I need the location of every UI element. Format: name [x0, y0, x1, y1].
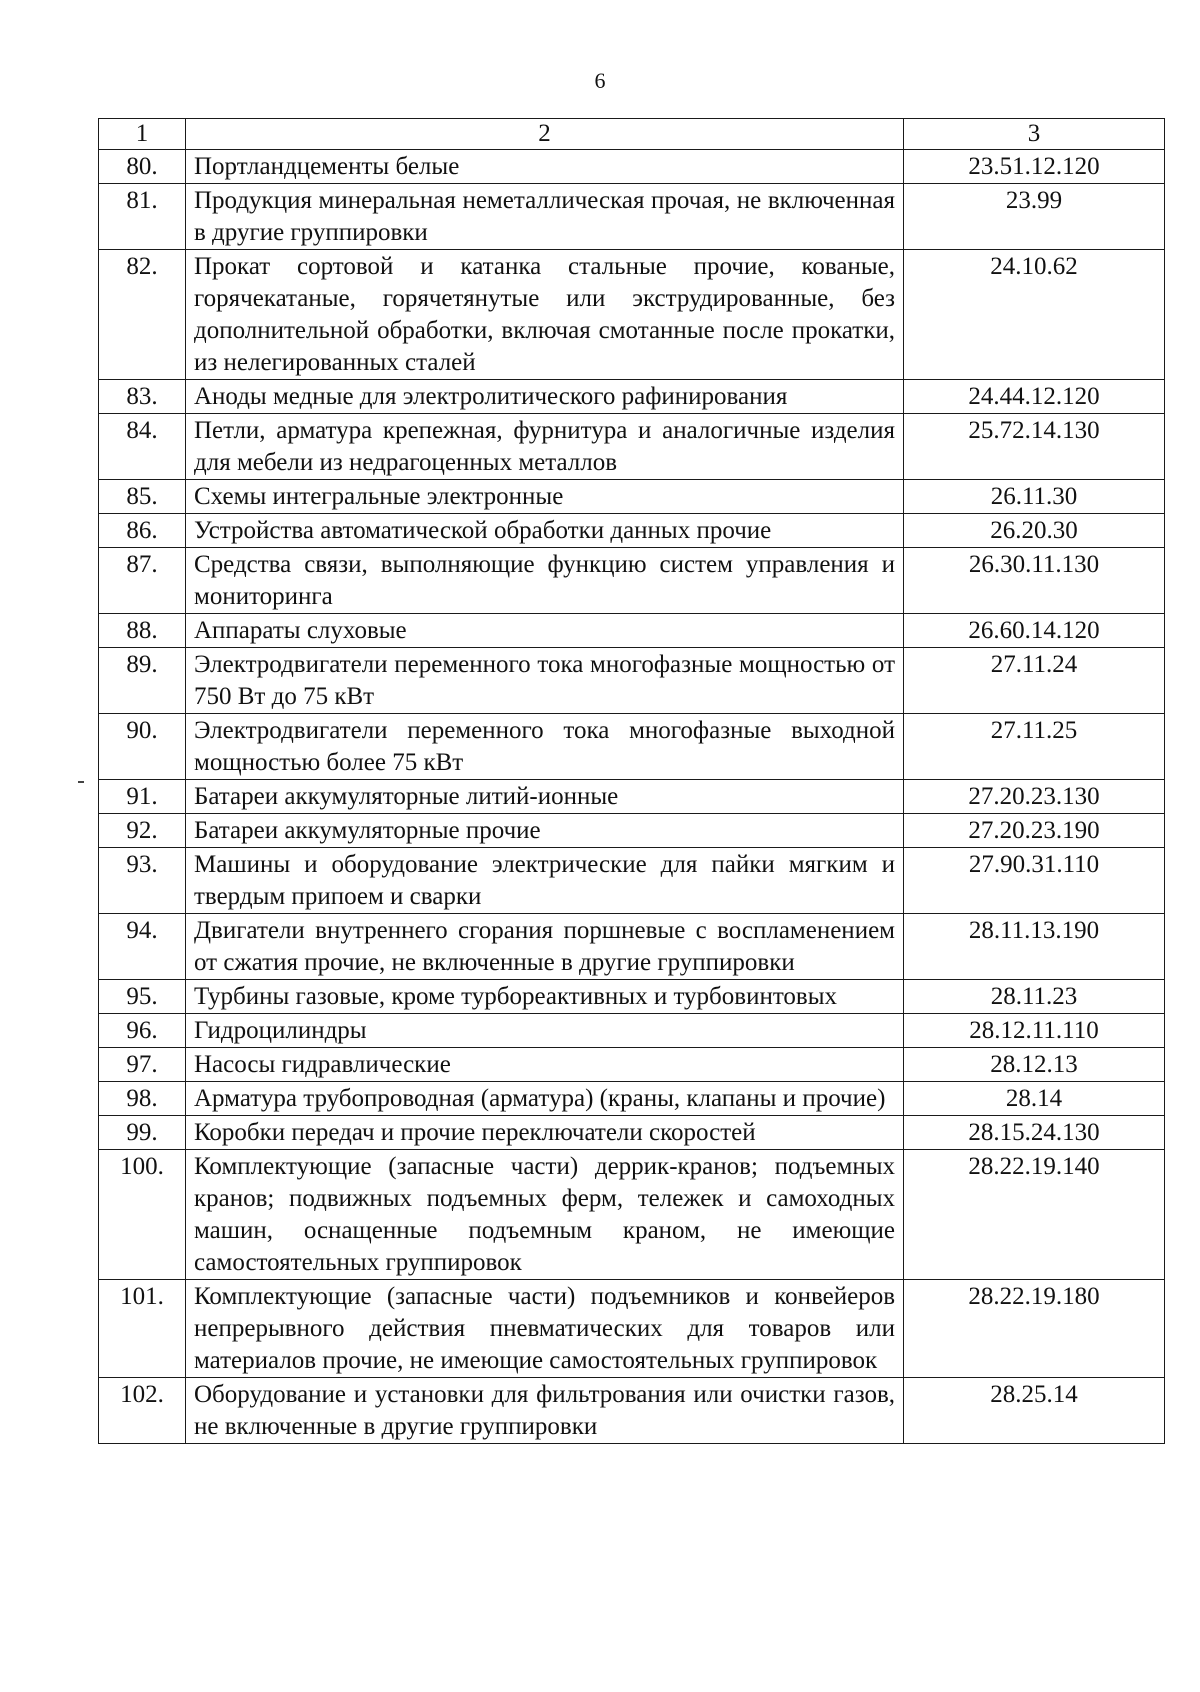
product-name: Схемы интегральные электронные	[186, 480, 904, 514]
okpd-code: 24.10.62	[904, 250, 1165, 380]
table-row	[99, 1378, 1165, 1444]
products-table	[98, 118, 1165, 1444]
table-row	[99, 184, 1165, 250]
row-number: 102.	[99, 1378, 186, 1444]
product-name: Продукция минеральная неметаллическая прочая, не включенная в другие группировки	[186, 184, 904, 250]
okpd-code: 28.12.11.110	[904, 1014, 1165, 1048]
table-row	[99, 714, 1165, 780]
product-name: Коробки передач и прочие переключатели скоростей	[186, 1116, 904, 1150]
product-name: Турбины газовые, кроме турбореактивных и турбовинтовых	[186, 980, 904, 1014]
table-row	[99, 814, 1165, 848]
table-row	[99, 1150, 1165, 1280]
product-name: Электродвигатели переменного тока многофазные мощностью от 750 Вт до 75 кВт	[186, 648, 904, 714]
header-col-2: 2	[186, 119, 904, 150]
product-name: Гидроцилиндры	[186, 1014, 904, 1048]
product-name: Машины и оборудование электрические для пайки мягким и твердым припоем и сварки	[186, 848, 904, 914]
row-number: 86.	[99, 514, 186, 548]
product-name: Аппараты слуховые	[186, 614, 904, 648]
product-name: Арматура трубопроводная (арматура) (краны, клапаны и прочие)	[186, 1082, 904, 1116]
row-number: 87.	[99, 548, 186, 614]
row-number: 90.	[99, 714, 186, 780]
products-table-container	[98, 118, 1164, 1444]
table-row	[99, 514, 1165, 548]
row-number: 93.	[99, 848, 186, 914]
table-row	[99, 1082, 1165, 1116]
table-row	[99, 548, 1165, 614]
okpd-code: 28.22.19.140	[904, 1150, 1165, 1280]
product-name: Комплектующие (запасные части) деррик-кранов; подъемных кранов; подвижных подъемных ферм, тележек и самоходных машин, оснащенные подъемным краном, не имеющие самостоятельных группировок	[186, 1150, 904, 1280]
row-number: 97.	[99, 1048, 186, 1082]
table-row	[99, 780, 1165, 814]
product-name: Комплектующие (запасные части) подъемников и конвейеров непрерывного действия пневматических для товаров или материалов прочие, не имеющие самостоятельных группировок	[186, 1280, 904, 1378]
product-name: Устройства автоматической обработки данных прочие	[186, 514, 904, 548]
row-number: 100.	[99, 1150, 186, 1280]
table-row	[99, 980, 1165, 1014]
table-row	[99, 1014, 1165, 1048]
table-row	[99, 480, 1165, 514]
table-row	[99, 1280, 1165, 1378]
okpd-code: 28.14	[904, 1082, 1165, 1116]
product-name: Электродвигатели переменного тока многофазные выходной мощностью более 75 кВт	[186, 714, 904, 780]
page-number: 6	[594, 68, 606, 93]
row-number: 83.	[99, 380, 186, 414]
table-row	[99, 914, 1165, 980]
table-row	[99, 250, 1165, 380]
okpd-code: 23.51.12.120	[904, 150, 1165, 184]
okpd-code: 27.11.25	[904, 714, 1165, 780]
product-name: Оборудование и установки для фильтрования или очистки газов, не включенные в другие группировки	[186, 1378, 904, 1444]
row-number: 82.	[99, 250, 186, 380]
row-number: 99.	[99, 1116, 186, 1150]
row-number: 96.	[99, 1014, 186, 1048]
okpd-code: 27.20.23.190	[904, 814, 1165, 848]
okpd-code: 28.11.13.190	[904, 914, 1165, 980]
okpd-code: 27.90.31.110	[904, 848, 1165, 914]
table-row	[99, 150, 1165, 184]
row-number: 80.	[99, 150, 186, 184]
header-col-1: 1	[99, 119, 186, 150]
row-number: 84.	[99, 414, 186, 480]
header-col-3: 3	[904, 119, 1165, 150]
row-number: 88.	[99, 614, 186, 648]
table-row	[99, 648, 1165, 714]
product-name: Портландцементы белые	[186, 150, 904, 184]
table-header-row	[99, 119, 1165, 150]
product-name: Батареи аккумуляторные литий-ионные	[186, 780, 904, 814]
row-number: 92.	[99, 814, 186, 848]
product-name: Насосы гидравлические	[186, 1048, 904, 1082]
product-name: Двигатели внутреннего сгорания поршневые с воспламенением от сжатия прочие, не включенные в другие группировки	[186, 914, 904, 980]
product-name: Аноды медные для электролитического рафинирования	[186, 380, 904, 414]
okpd-code: 25.72.14.130	[904, 414, 1165, 480]
okpd-code: 23.99	[904, 184, 1165, 250]
scan-mark	[78, 781, 84, 783]
row-number: 101.	[99, 1280, 186, 1378]
product-name: Батареи аккумуляторные прочие	[186, 814, 904, 848]
table-row	[99, 848, 1165, 914]
okpd-code: 26.20.30	[904, 514, 1165, 548]
table-row	[99, 1048, 1165, 1082]
row-number: 98.	[99, 1082, 186, 1116]
row-number: 95.	[99, 980, 186, 1014]
product-name: Петли, арматура крепежная, фурнитура и аналогичные изделия для мебели из недрагоценных металлов	[186, 414, 904, 480]
table-body	[99, 150, 1165, 1444]
okpd-code: 26.60.14.120	[904, 614, 1165, 648]
table-row	[99, 614, 1165, 648]
product-name: Прокат сортовой и катанка стальные прочие, кованые, горячекатаные, горячетянутые или экструдированные, без дополнительной обработки, включая смотанные после прокатки, из нелегированных сталей	[186, 250, 904, 380]
okpd-code: 27.20.23.130	[904, 780, 1165, 814]
okpd-code: 27.11.24	[904, 648, 1165, 714]
row-number: 85.	[99, 480, 186, 514]
okpd-code: 24.44.12.120	[904, 380, 1165, 414]
okpd-code: 28.12.13	[904, 1048, 1165, 1082]
table-row	[99, 414, 1165, 480]
okpd-code: 26.11.30	[904, 480, 1165, 514]
row-number: 81.	[99, 184, 186, 250]
okpd-code: 28.22.19.180	[904, 1280, 1165, 1378]
okpd-code: 28.15.24.130	[904, 1116, 1165, 1150]
row-number: 89.	[99, 648, 186, 714]
table-row	[99, 1116, 1165, 1150]
okpd-code: 26.30.11.130	[904, 548, 1165, 614]
okpd-code: 28.11.23	[904, 980, 1165, 1014]
table-row	[99, 380, 1165, 414]
row-number: 91.	[99, 780, 186, 814]
product-name: Средства связи, выполняющие функцию систем управления и мониторинга	[186, 548, 904, 614]
okpd-code: 28.25.14	[904, 1378, 1165, 1444]
row-number: 94.	[99, 914, 186, 980]
